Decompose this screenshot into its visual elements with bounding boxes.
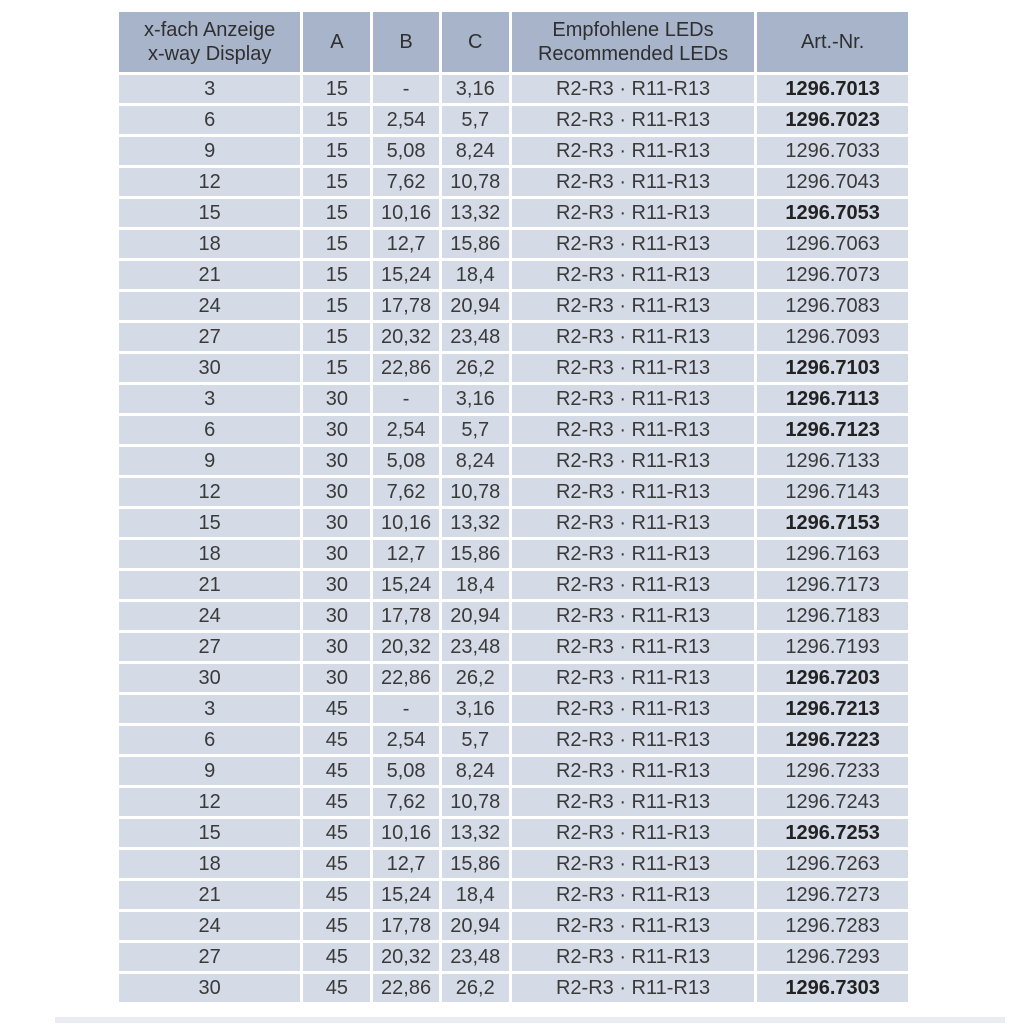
cell-a: 30 [303,633,370,661]
cell-x-way-display: 21 [119,571,300,599]
cell-recommended-leds: R2-R3 · R11-R13 [512,354,754,382]
cell-x-way-display: 12 [119,788,300,816]
cell-x-way-display: 18 [119,850,300,878]
cell-recommended-leds: R2-R3 · R11-R13 [512,974,754,1002]
cell-b: 7,62 [373,478,438,506]
cell-a: 30 [303,478,370,506]
cell-c: 23,48 [442,633,509,661]
cell-art-nr: 1296.7033 [757,137,908,165]
cell-recommended-leds: R2-R3 · R11-R13 [512,943,754,971]
cell-x-way-display: 24 [119,292,300,320]
header-x-way-line2: x-way Display [147,43,272,65]
cell-x-way-display: 3 [119,385,300,413]
cell-c: 18,4 [442,571,509,599]
cell-c: 18,4 [442,881,509,909]
cell-c: 5,7 [442,416,509,444]
cell-x-way-display: 27 [119,323,300,351]
table-row [119,540,908,568]
cell-a: 15 [303,354,370,382]
table-row [119,509,908,537]
cell-c: 26,2 [442,974,509,1002]
cell-a: 15 [303,137,370,165]
cell-b: 22,86 [373,974,438,1002]
cell-recommended-leds: R2-R3 · R11-R13 [512,540,754,568]
cell-x-way-display: 6 [119,106,300,134]
cell-art-nr: 1296.7163 [757,540,908,568]
cell-b: - [373,695,438,723]
cell-art-nr: 1296.7113 [757,385,908,413]
cell-x-way-display: 24 [119,602,300,630]
cell-a: 45 [303,974,370,1002]
cell-b: 10,16 [373,819,438,847]
cell-b: 20,32 [373,943,438,971]
cell-art-nr: 1296.7223 [757,726,908,754]
table-row [119,416,908,444]
cell-b: 12,7 [373,230,438,258]
cell-a: 45 [303,695,370,723]
cell-a: 15 [303,323,370,351]
cell-c: 13,32 [442,199,509,227]
cell-recommended-leds: R2-R3 · R11-R13 [512,75,754,103]
cell-c: 10,78 [442,788,509,816]
cell-a: 30 [303,602,370,630]
table-row [119,385,908,413]
table-row [119,602,908,630]
cell-art-nr: 1296.7233 [757,757,908,785]
cell-x-way-display: 6 [119,416,300,444]
table-row [119,757,908,785]
cell-a: 30 [303,509,370,537]
cell-a: 30 [303,385,370,413]
table-row [119,633,908,661]
table-row [119,881,908,909]
cell-c: 8,24 [442,757,509,785]
cell-art-nr: 1296.7093 [757,323,908,351]
cell-x-way-display: 21 [119,261,300,289]
cell-b: 10,16 [373,509,438,537]
cell-b: 17,78 [373,292,438,320]
cell-x-way-display: 6 [119,726,300,754]
table-row [119,75,908,103]
cell-b: 20,32 [373,633,438,661]
cell-recommended-leds: R2-R3 · R11-R13 [512,261,754,289]
table-row [119,106,908,134]
cell-x-way-display: 30 [119,664,300,692]
cell-recommended-leds: R2-R3 · R11-R13 [512,850,754,878]
table-row [119,447,908,475]
cell-b: 17,78 [373,912,438,940]
cell-b: 17,78 [373,602,438,630]
cell-b: 10,16 [373,199,438,227]
cell-art-nr: 1296.7053 [757,199,908,227]
table-body [119,75,908,1002]
cell-x-way-display: 12 [119,478,300,506]
table-row [119,323,908,351]
cell-recommended-leds: R2-R3 · R11-R13 [512,757,754,785]
cell-c: 5,7 [442,726,509,754]
led-display-spec-table [116,9,911,1005]
cell-recommended-leds: R2-R3 · R11-R13 [512,602,754,630]
cell-b: 7,62 [373,168,438,196]
cell-recommended-leds: R2-R3 · R11-R13 [512,633,754,661]
cell-art-nr: 1296.7123 [757,416,908,444]
cell-a: 15 [303,261,370,289]
cell-c: 13,32 [442,509,509,537]
cell-x-way-display: 30 [119,974,300,1002]
cell-c: 18,4 [442,261,509,289]
cell-x-way-display: 30 [119,354,300,382]
cell-art-nr: 1296.7213 [757,695,908,723]
cell-x-way-display: 18 [119,540,300,568]
cell-c: 3,16 [442,385,509,413]
cell-c: 10,78 [442,478,509,506]
cell-a: 45 [303,757,370,785]
cell-c: 26,2 [442,354,509,382]
cell-recommended-leds: R2-R3 · R11-R13 [512,292,754,320]
table-row [119,912,908,940]
cell-b: 5,08 [373,757,438,785]
cell-c: 10,78 [442,168,509,196]
table-row [119,850,908,878]
cell-c: 23,48 [442,943,509,971]
cell-b: 2,54 [373,106,438,134]
table-row [119,230,908,258]
cell-x-way-display: 21 [119,881,300,909]
table-row [119,168,908,196]
cell-recommended-leds: R2-R3 · R11-R13 [512,478,754,506]
header-x-way-line1: x-fach Anzeige [144,19,276,41]
cell-c: 20,94 [442,292,509,320]
table-row [119,137,908,165]
header-leds-line1: Empfohlene LEDs [552,19,714,41]
cell-a: 30 [303,416,370,444]
cell-c: 3,16 [442,75,509,103]
cell-art-nr: 1296.7063 [757,230,908,258]
cell-art-nr: 1296.7133 [757,447,908,475]
cell-b: 7,62 [373,788,438,816]
cell-art-nr: 1296.7083 [757,292,908,320]
cell-x-way-display: 15 [119,509,300,537]
cell-c: 15,86 [442,230,509,258]
cell-recommended-leds: R2-R3 · R11-R13 [512,788,754,816]
table-row [119,726,908,754]
cell-b: - [373,385,438,413]
cell-c: 15,86 [442,850,509,878]
cell-a: 15 [303,230,370,258]
cell-b: 15,24 [373,571,438,599]
cell-b: 5,08 [373,137,438,165]
cell-art-nr: 1296.7183 [757,602,908,630]
cell-a: 30 [303,664,370,692]
cell-recommended-leds: R2-R3 · R11-R13 [512,571,754,599]
cell-b: 12,7 [373,540,438,568]
header-x-way-display [119,12,300,72]
cell-art-nr: 1296.7243 [757,788,908,816]
cell-c: 8,24 [442,137,509,165]
cell-art-nr: 1296.7043 [757,168,908,196]
cell-art-nr: 1296.7293 [757,943,908,971]
cell-art-nr: 1296.7143 [757,478,908,506]
table-row [119,788,908,816]
cell-a: 15 [303,292,370,320]
cell-x-way-display: 9 [119,757,300,785]
cell-art-nr: 1296.7103 [757,354,908,382]
table-row [119,292,908,320]
cell-b: 2,54 [373,416,438,444]
cell-recommended-leds: R2-R3 · R11-R13 [512,106,754,134]
cell-a: 15 [303,199,370,227]
cell-art-nr: 1296.7153 [757,509,908,537]
cell-a: 30 [303,447,370,475]
cell-c: 5,7 [442,106,509,134]
cell-recommended-leds: R2-R3 · R11-R13 [512,323,754,351]
cell-x-way-display: 15 [119,819,300,847]
cell-recommended-leds: R2-R3 · R11-R13 [512,385,754,413]
cell-a: 15 [303,75,370,103]
cell-a: 30 [303,571,370,599]
table-row [119,478,908,506]
cell-b: 22,86 [373,664,438,692]
table-header [119,12,908,72]
table-row [119,199,908,227]
cell-a: 45 [303,912,370,940]
cell-c: 8,24 [442,447,509,475]
cell-b: 2,54 [373,726,438,754]
cell-art-nr: 1296.7303 [757,974,908,1002]
cell-art-nr: 1296.7253 [757,819,908,847]
cell-recommended-leds: R2-R3 · R11-R13 [512,819,754,847]
footer-strip [55,1017,1005,1023]
cell-x-way-display: 12 [119,168,300,196]
cell-recommended-leds: R2-R3 · R11-R13 [512,881,754,909]
cell-x-way-display: 9 [119,447,300,475]
cell-recommended-leds: R2-R3 · R11-R13 [512,230,754,258]
header-row [119,12,908,72]
header-b: B [373,12,438,72]
header-art-nr: Art.-Nr. [757,12,908,72]
cell-art-nr: 1296.7023 [757,106,908,134]
cell-recommended-leds: R2-R3 · R11-R13 [512,168,754,196]
cell-x-way-display: 15 [119,199,300,227]
cell-a: 30 [303,540,370,568]
cell-c: 20,94 [442,602,509,630]
cell-art-nr: 1296.7273 [757,881,908,909]
table-row [119,664,908,692]
cell-b: - [373,75,438,103]
cell-art-nr: 1296.7283 [757,912,908,940]
cell-a: 45 [303,788,370,816]
cell-b: 22,86 [373,354,438,382]
cell-x-way-display: 27 [119,633,300,661]
cell-art-nr: 1296.7073 [757,261,908,289]
header-c: C [442,12,509,72]
cell-b: 20,32 [373,323,438,351]
table-row [119,943,908,971]
cell-a: 45 [303,726,370,754]
cell-art-nr: 1296.7203 [757,664,908,692]
cell-c: 15,86 [442,540,509,568]
cell-a: 45 [303,943,370,971]
table-row [119,571,908,599]
cell-recommended-leds: R2-R3 · R11-R13 [512,912,754,940]
cell-art-nr: 1296.7013 [757,75,908,103]
table-row [119,354,908,382]
cell-a: 15 [303,168,370,196]
cell-recommended-leds: R2-R3 · R11-R13 [512,726,754,754]
cell-c: 23,48 [442,323,509,351]
header-a: A [303,12,370,72]
table-row [119,819,908,847]
cell-c: 26,2 [442,664,509,692]
cell-c: 20,94 [442,912,509,940]
header-recommended-leds [512,12,754,72]
cell-a: 45 [303,881,370,909]
cell-recommended-leds: R2-R3 · R11-R13 [512,416,754,444]
cell-b: 12,7 [373,850,438,878]
cell-x-way-display: 9 [119,137,300,165]
cell-x-way-display: 3 [119,695,300,723]
cell-recommended-leds: R2-R3 · R11-R13 [512,664,754,692]
cell-recommended-leds: R2-R3 · R11-R13 [512,695,754,723]
cell-recommended-leds: R2-R3 · R11-R13 [512,137,754,165]
cell-c: 3,16 [442,695,509,723]
cell-art-nr: 1296.7193 [757,633,908,661]
cell-b: 15,24 [373,261,438,289]
cell-art-nr: 1296.7173 [757,571,908,599]
table-row [119,261,908,289]
cell-x-way-display: 24 [119,912,300,940]
cell-a: 45 [303,819,370,847]
cell-b: 5,08 [373,447,438,475]
header-leds-line2: Recommended LEDs [537,43,729,65]
cell-recommended-leds: R2-R3 · R11-R13 [512,199,754,227]
cell-b: 15,24 [373,881,438,909]
cell-x-way-display: 3 [119,75,300,103]
cell-recommended-leds: R2-R3 · R11-R13 [512,509,754,537]
cell-art-nr: 1296.7263 [757,850,908,878]
table-row [119,695,908,723]
cell-a: 45 [303,850,370,878]
table-row [119,974,908,1002]
cell-c: 13,32 [442,819,509,847]
cell-a: 15 [303,106,370,134]
cell-x-way-display: 18 [119,230,300,258]
cell-x-way-display: 27 [119,943,300,971]
cell-recommended-leds: R2-R3 · R11-R13 [512,447,754,475]
